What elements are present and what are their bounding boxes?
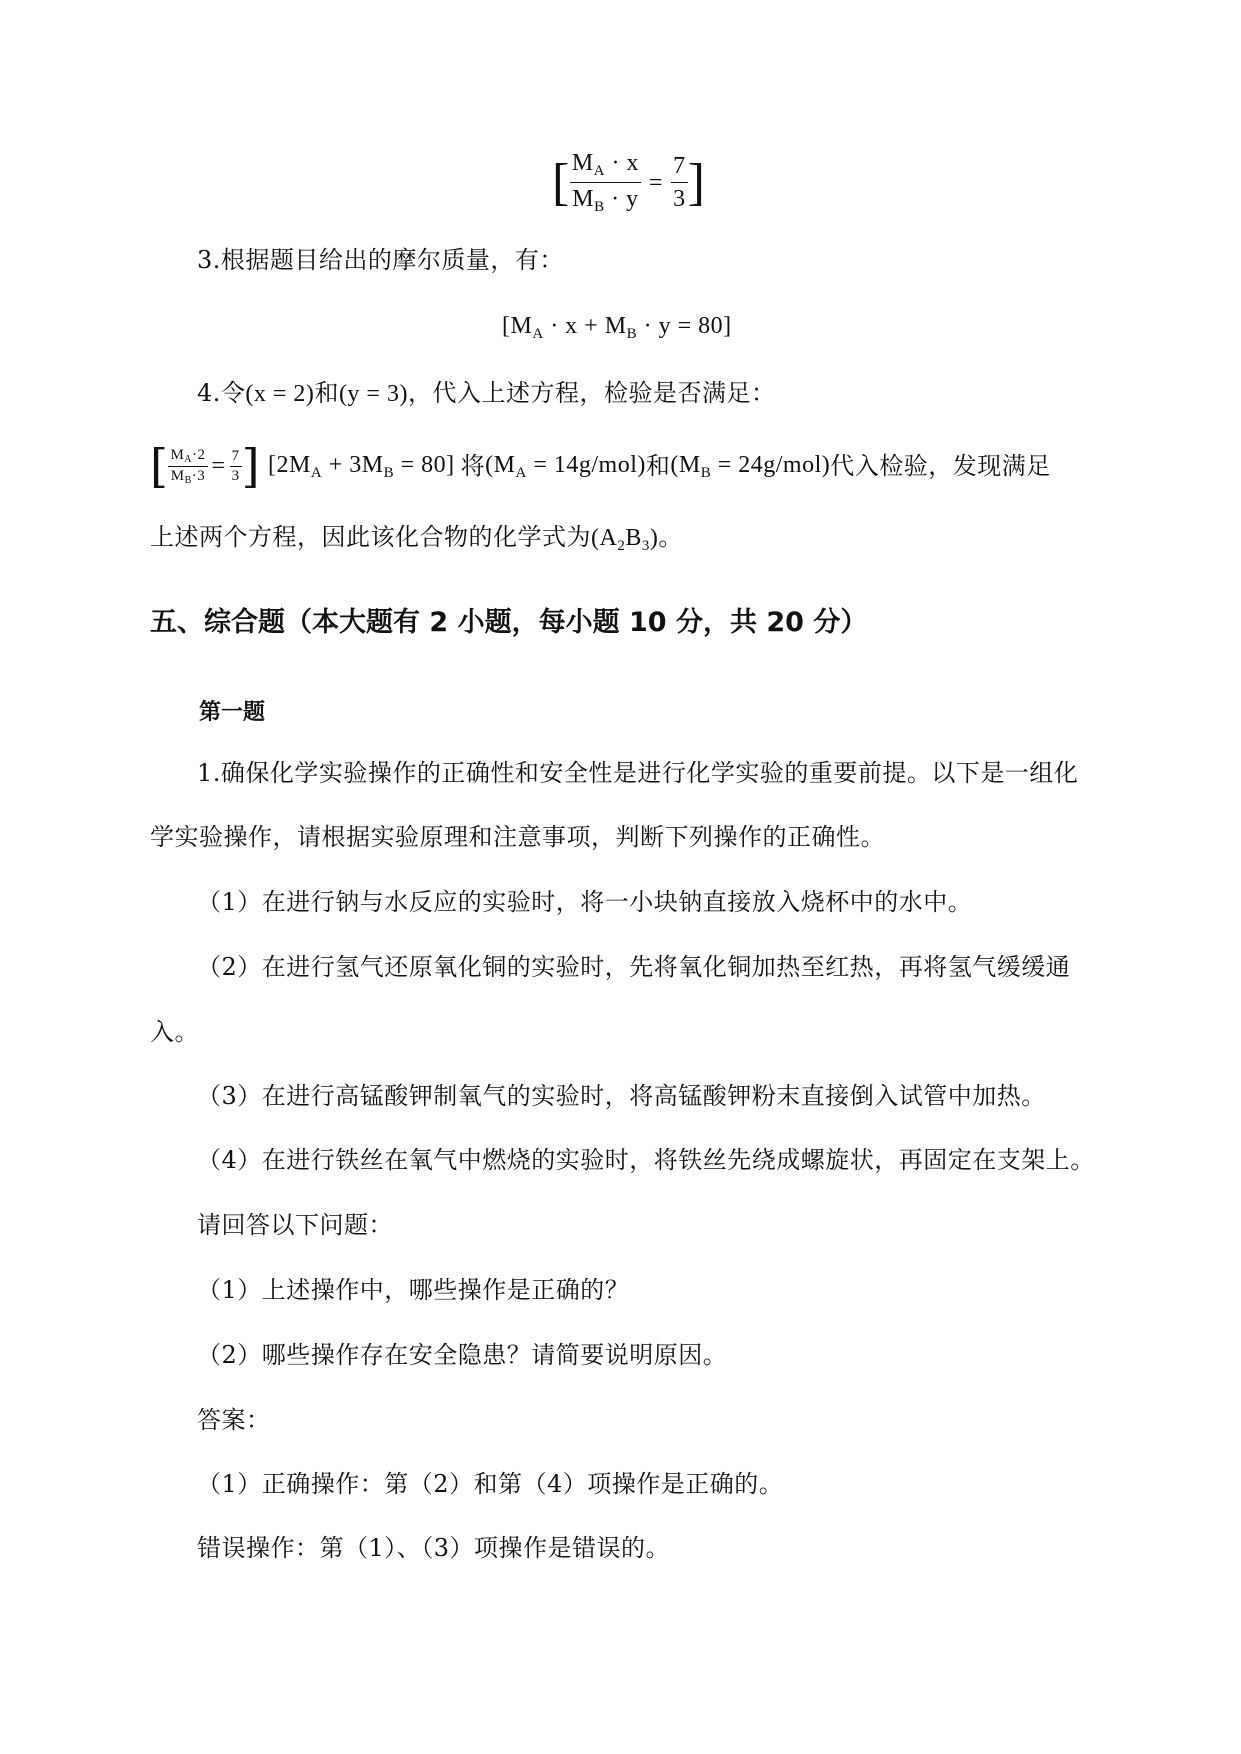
fraction-bar (570, 182, 641, 183)
answer-1: （1）正确操作：第（2）和第（4）项操作是正确的。 (197, 1470, 784, 1498)
step4-text: 4.令(x = 2)和(y = 3)，代入上述方程，检验是否满足： (197, 379, 776, 407)
check-mb: $(M_B = 24g/mol)$ (670, 451, 831, 481)
answer-label: 答案： (197, 1406, 271, 1434)
ratio-equals: = (649, 169, 664, 196)
question-title: 第一题 (199, 700, 266, 725)
check-left-fraction: $\frac{M_A\cdot 2}{M_B\cdot 3}$ (170, 446, 206, 486)
intro-line-2: 学实验操作，请根据实验原理和注意事项，判断下列操作的正确性。 (150, 823, 885, 851)
ratio-numerator: $M_A \cdot x$ (571, 150, 640, 179)
ratio-denominator: $M_B \cdot y$ (572, 186, 639, 215)
conclusion-text: 上述两个方程，因此该化合物的化学式为$(A_2B_3)$。 (150, 523, 683, 554)
ask-prompt: 请回答以下问题： (197, 1211, 393, 1239)
check-ma: $(M_A = 14g/mol)$ (485, 451, 646, 481)
intro-line-1: 1.确保化学实验操作的正确性和安全性是进行化学实验的重要前提。以下是一组化 (197, 759, 1079, 787)
operation-2-line-1: （2）在进行氢气还原氧化铜的实验时，先将氧化铜加热至红热，再将氢气缓缓通 (197, 953, 1071, 981)
ratio-left-fraction (570, 148, 641, 217)
mass-formula: $[M_A \cdot x + M_B \cdot y = 80]$ (502, 313, 732, 342)
bracket-open: [ (552, 153, 570, 211)
ratio-formula (552, 148, 705, 217)
section-heading: 五、综合题（本大题有 2 小题，每小题 10 分，共 20 分） (150, 607, 868, 638)
fraction-bar (671, 182, 688, 183)
operation-2-line-2: 入。 (150, 1018, 199, 1046)
question-1: （1）上述操作中，哪些操作是正确的？ (197, 1276, 630, 1304)
operation-1: （1）在进行钠与水反应的实验时，将一小块钠直接放入烧杯中的水中。 (197, 888, 973, 916)
bracket-close: ] (687, 153, 706, 211)
answer-2: 错误操作：第（1）、（3）项操作是错误的。 (197, 1534, 671, 1562)
check-line: [ $\frac{M_A\cdot 2}{M_B\cdot 3}$ = $\frac{7}{3}$ ] $[2M_A + 3M_B = 80]$ 将 $(M_A = 14g/mol)$ 和 $(M_B = 24g/mol)$ 代入检验，发现满足 (150, 439, 1051, 493)
ratio-right-fraction: $\frac{7}{3}$ (673, 153, 686, 212)
operation-4: （4）在进行铁丝在氧气中燃烧的实验时，将铁丝先绕成螺旋状，再固定在支架上。 (197, 1146, 1095, 1174)
step3-text: 3.根据题目给出的摩尔质量，有： (197, 246, 564, 274)
check-right-fraction: $\frac{7}{3}$ (231, 447, 240, 484)
question-2: （2）哪些操作存在安全隐患？请简要说明原因。 (197, 1341, 728, 1369)
check-eq2: $[2M_A + 3M_B = 80]$ (268, 451, 455, 481)
operation-3: （3）在进行高锰酸钾制氧气的实验时，将高锰酸钾粉末直接倒入试管中加热。 (197, 1082, 1046, 1110)
